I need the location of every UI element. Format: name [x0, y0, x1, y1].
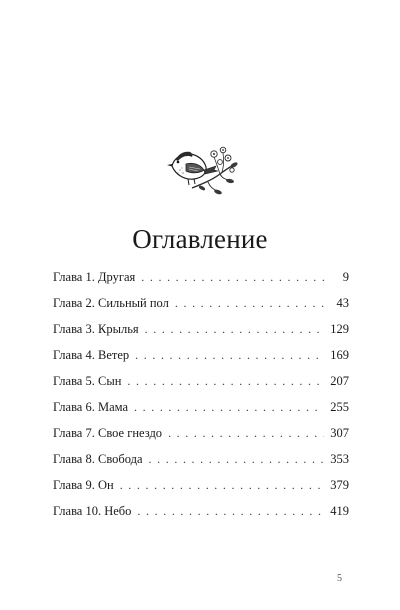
- toc-entry: [53, 270, 349, 296]
- page-title: Оглавление: [132, 224, 268, 254]
- toc-entry: [53, 348, 349, 374]
- page-number: 5: [337, 573, 342, 584]
- toc-entry-label: Глава 9. Он: [53, 478, 114, 492]
- bird-on-branch-icon: [162, 140, 240, 196]
- toc-entry: [53, 452, 349, 478]
- dot-leader: [120, 478, 325, 493]
- dot-leader: [135, 348, 324, 363]
- toc-entry: [53, 374, 349, 400]
- toc-entry-page: 255: [330, 400, 349, 414]
- dot-leader: [134, 400, 324, 415]
- toc-entry-label: Глава 4. Ветер: [53, 348, 130, 362]
- dot-leader: [145, 322, 325, 337]
- toc-entry-page: 9: [342, 270, 349, 284]
- dot-leader: [175, 296, 325, 311]
- table-of-contents: [53, 270, 349, 530]
- dot-leader: [137, 504, 324, 519]
- dot-leader: [168, 426, 324, 441]
- toc-entry-page: 129: [330, 322, 349, 336]
- dot-leader: [141, 270, 325, 285]
- toc-entry: [53, 400, 349, 426]
- toc-entry: [53, 426, 349, 452]
- dot-leader: [149, 452, 325, 467]
- toc-entry: [53, 296, 349, 322]
- toc-entry-label: Глава 8. Свобода: [53, 452, 143, 466]
- toc-entry-page: 169: [330, 348, 349, 362]
- toc-entry-label: Глава 10. Небо: [53, 504, 132, 518]
- toc-entry: [53, 504, 349, 530]
- dot-leader: [127, 374, 324, 389]
- toc-entry-label: Глава 7. Свое гнездо: [53, 426, 163, 440]
- toc-entry-label: Глава 3. Крылья: [53, 322, 139, 336]
- toc-entry-page: 307: [330, 426, 349, 440]
- toc-entry-page: 207: [330, 374, 349, 388]
- toc-entry-label: Глава 6. Мама: [53, 400, 129, 414]
- toc-entry-page: 419: [330, 504, 349, 518]
- toc-entry-label: Глава 5. Сын: [53, 374, 122, 388]
- toc-entry-page: 43: [336, 296, 349, 310]
- toc-entry-page: 353: [330, 452, 349, 466]
- toc-entry-page: 379: [330, 478, 349, 492]
- toc-entry: [53, 478, 349, 504]
- toc-entry: [53, 322, 349, 348]
- toc-entry-label: Глава 2. Сильный пол: [53, 296, 169, 310]
- toc-entry-label: Глава 1. Другая: [53, 270, 136, 284]
